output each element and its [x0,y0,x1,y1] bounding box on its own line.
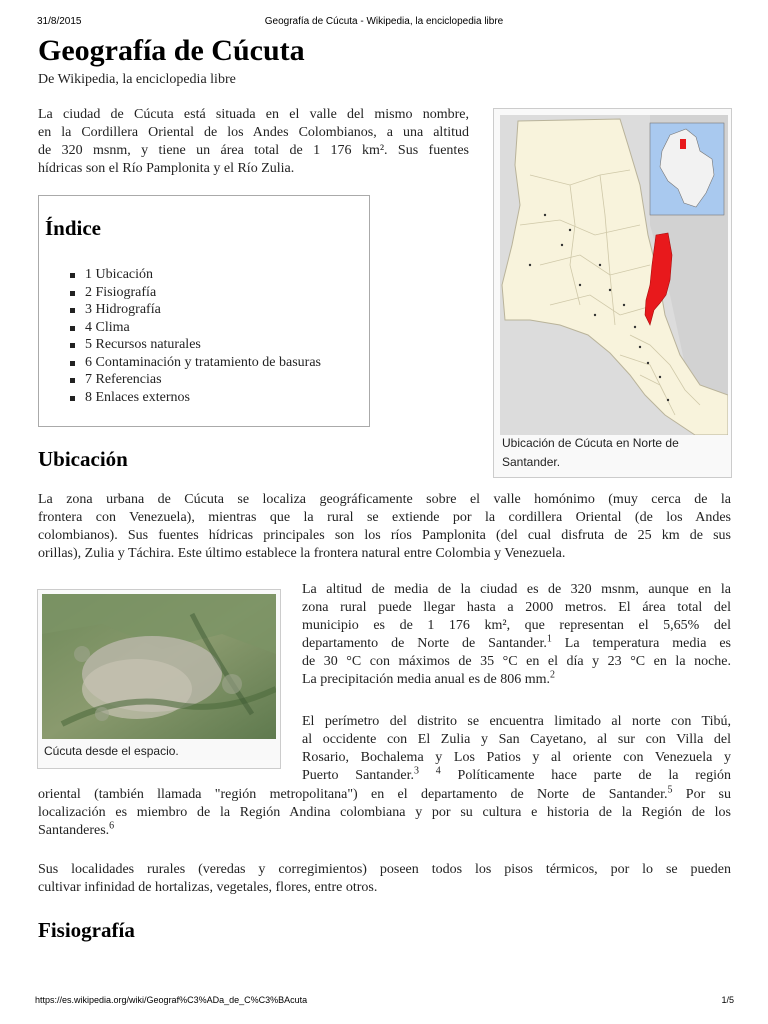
text-line: orillas), Zulia y Táchira. Este último establece la frontera natural entre Colombia y Venezuela. [38,546,566,561]
intro-line: de 320 msnm, y tiene un área total de 1 176 km². Sus fuentes [38,143,469,158]
map-caption-line: Santander. [502,455,561,469]
text-line [302,767,731,785]
toc-item-recursos[interactable]: 5 Recursos naturales [63,336,321,354]
space-photo-figure [37,589,281,769]
print-url: https://es.wikipedia.org/wiki/Geograf%C3%ADa_de_C%C3%BAcuta [35,995,308,1005]
print-page-number: 1/5 [721,995,734,1005]
text-fragment: oriental (también llamada "región metropolitana") en el departamento de Norte de Santander. [38,787,668,802]
text-line: Sus localidades rurales (veredas y corregimientos) poseen todos los pisos térmicos, por lo se pueden [38,862,731,877]
text-fragment: Por su [672,787,732,802]
text-line: localización es miembro de la Región Andina colombiana y por su cultura e historia de la Región de los [38,805,731,820]
text-fragment: Políticamente hace parte de la región [440,768,731,783]
text-line [302,635,731,653]
norte-de-santander-map[interactable] [500,115,728,435]
text-fragment: Santanderes. [38,823,110,838]
intro-paragraph [38,106,469,178]
ubicacion-paragraph-3b [38,786,731,840]
text-line: Rosario, Bochalema y Los Patios y al oriente con Venezuela y [302,750,731,765]
cucuta-satellite-image[interactable] [42,594,276,739]
colombia-inset [650,123,724,215]
text-line: El perímetro del distrito se encuentra limitado al norte con Tibú, [302,714,731,729]
text-line: La altitud de media de la ciudad es de 320 msnm, aunque en la [302,582,731,597]
text-fragment: Puerto Santander. [302,768,415,783]
text-fragment: La precipitación media anual es de 806 mm. [302,672,551,687]
text-line: colombianos). Sus fuentes hídricas principales son los ríos Pamplonita (del cual disfruta de 25 km de sus [38,528,731,543]
ubicacion-paragraph-3a [302,713,731,785]
toc-item-fisiografia[interactable]: 2 Fisiografía [63,284,321,302]
text-line: cultivar infinidad de hortalizas, vegetales, flores, entre otros. [38,880,378,895]
toc-item-enlaces[interactable]: 8 Enlaces externos [63,389,321,407]
text-line: zona rural puede llegar hasta a 2000 metros. El área total del [302,600,731,615]
table-of-contents [38,195,370,427]
text-line: al occidente con El Zulia y San Cayetano, al sur con Villa del [302,732,731,747]
text-line: La zona urbana de Cúcuta se localiza geográficamente sobre el valle homónimo (muy cerca de la [38,492,731,507]
intro-line: La ciudad de Cúcuta está situada en el valle del mismo nombre, [38,107,469,122]
reference-1[interactable]: 1 [546,633,552,645]
toc-item-hidrografia[interactable]: 3 Hidrografía [63,301,321,319]
text-line [302,671,731,689]
text-line: de 30 °C con máximos de 35 °C en el día y 23 °C en la noche. [302,654,731,669]
section-heading-fisiografia: Fisiografía [38,918,135,942]
toc-item-clima[interactable]: 4 Clima [63,319,321,337]
toc-list [63,266,321,406]
text-fragment: La temperatura media es [551,636,731,651]
ubicacion-paragraph-2 [302,581,731,689]
map-caption [502,434,727,472]
toc-title: Índice [45,216,102,240]
section-heading-ubicacion: Ubicación [38,447,128,471]
map-figure [493,108,732,478]
ubicacion-paragraph-1 [38,491,731,563]
text-line: frontera con Venezuela), mientras que la rural se extiende por la cordillera Oriental (de los Andes [38,510,731,525]
reference-3[interactable]: 3 [414,765,420,777]
reference-4[interactable]: 4 [435,765,441,777]
page-title: Geografía de Cúcuta [38,34,305,67]
print-date: 31/8/2015 [37,16,82,27]
text-line: municipio es de 1 176 km², que representan el 5,65% del [302,618,731,633]
toc-item-ubicacion[interactable]: 1 Ubicación [63,266,321,284]
intro-line: hídricas son el Río Pamplonita y el Río Zulia. [38,161,295,176]
text-fragment: departamento de Norte de Santander. [302,636,547,651]
text-line [38,786,731,804]
toc-item-referencias[interactable]: 7 Referencias [63,371,321,389]
reference-2[interactable]: 2 [550,669,556,681]
print-title: Geografía de Cúcuta - Wikipedia, la enciclopedia libre [264,16,504,27]
reference-6[interactable]: 6 [109,820,115,832]
map-caption-line: Ubicación de Cúcuta en Norte de [502,436,679,450]
reference-5[interactable]: 5 [667,784,673,796]
space-photo-caption: Cúcuta desde el espacio. [44,744,179,758]
ubicacion-paragraph-4 [38,861,731,897]
toc-item-contaminacion[interactable]: 6 Contaminación y tratamiento de basuras [63,354,321,372]
text-line [38,822,731,840]
intro-line: en la Cordillera Oriental de los Andes Colombianos, a una altitud [38,125,469,140]
page-subtitle: De Wikipedia, la enciclopedia libre [38,72,236,87]
